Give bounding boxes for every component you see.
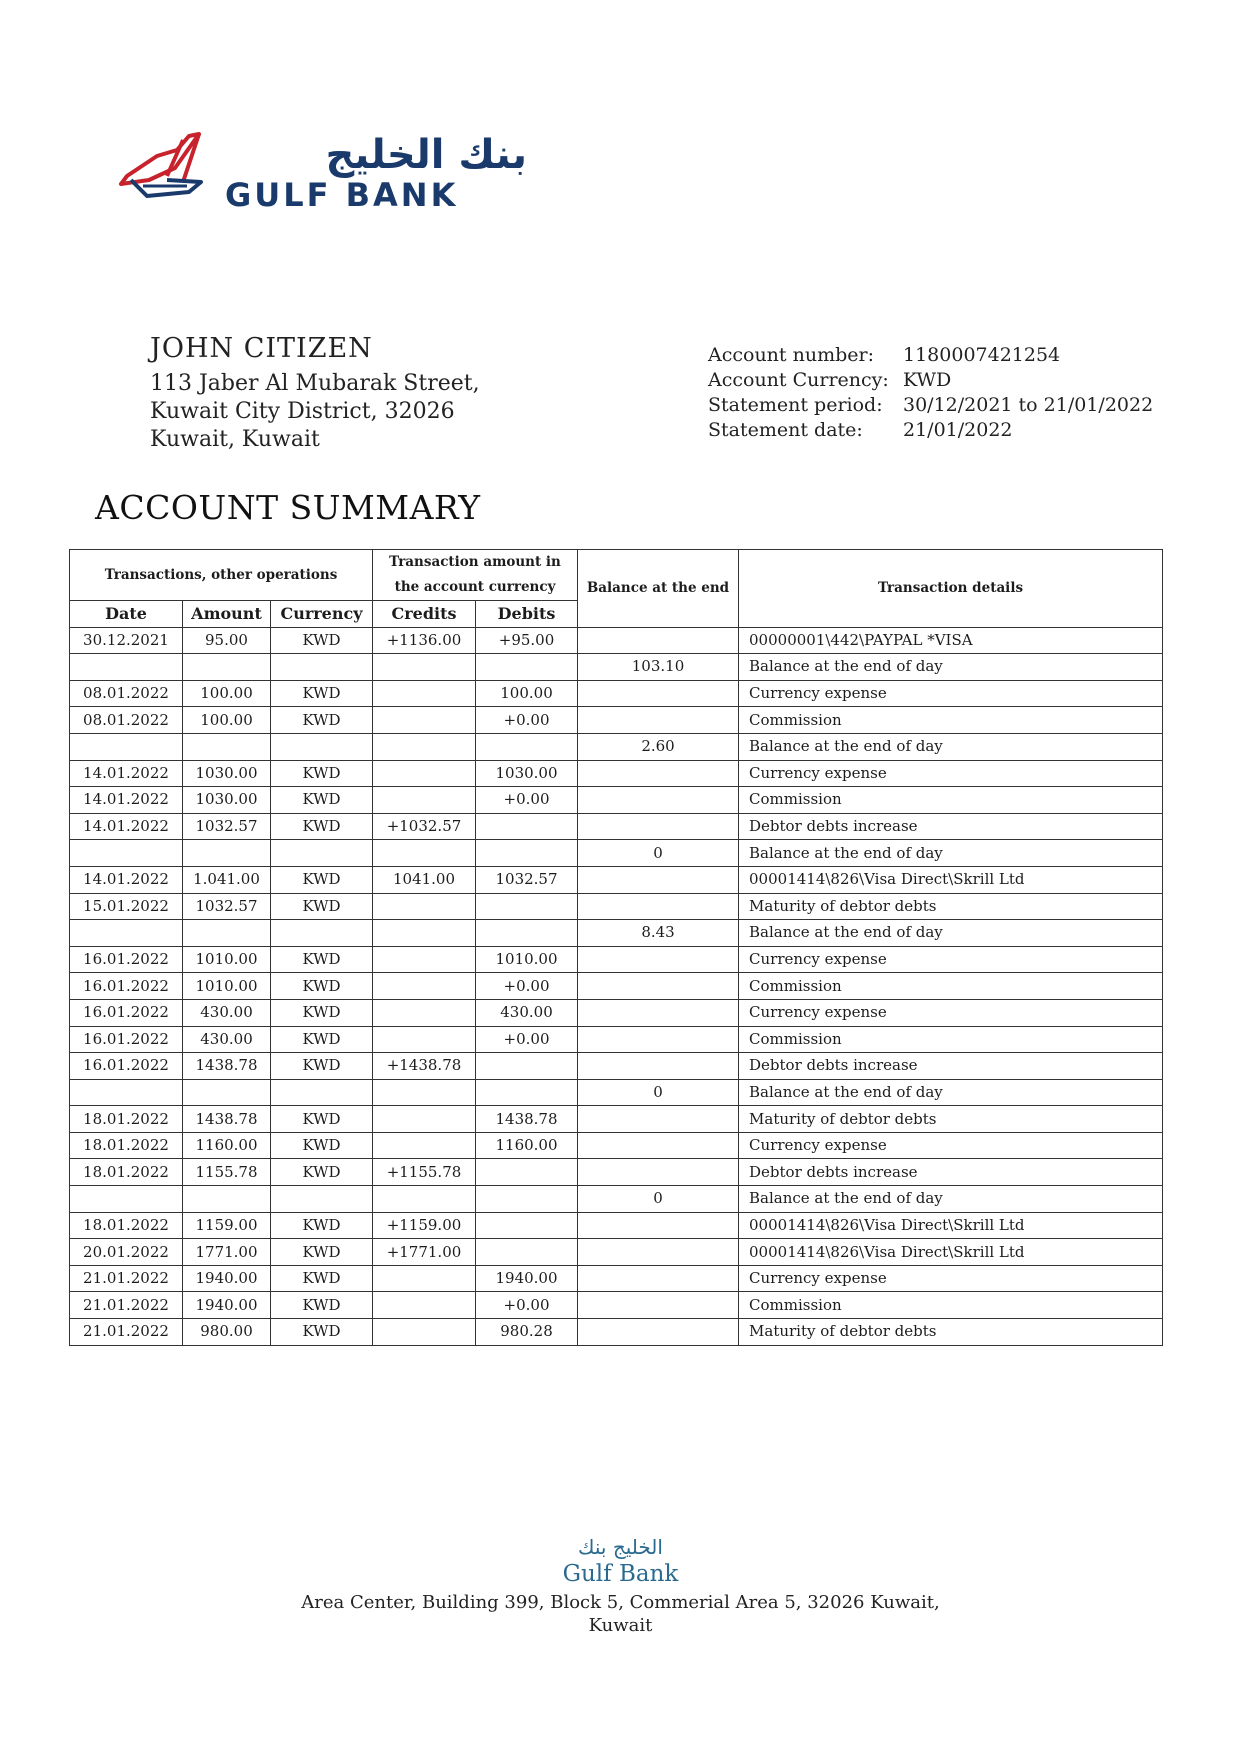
cell-date: 14.01.2022 <box>70 813 183 840</box>
cell-amount: 1030.00 <box>183 760 271 787</box>
cell-date: 16.01.2022 <box>70 1026 183 1053</box>
cell-currency: KWD <box>271 627 373 654</box>
cell-amount <box>183 1079 271 1106</box>
statement-date-label: Statement date: <box>708 419 863 441</box>
cell-credits <box>373 946 476 973</box>
cell-credits <box>373 973 476 1000</box>
cell-date: 14.01.2022 <box>70 760 183 787</box>
cell-amount: 1030.00 <box>183 787 271 814</box>
statement-date-value: 21/01/2022 <box>903 419 1013 441</box>
customer-address-line: Kuwait, Kuwait <box>150 427 320 452</box>
cell-currency: KWD <box>271 787 373 814</box>
table-row <box>70 946 1163 973</box>
table-row <box>70 840 1163 867</box>
table-row <box>70 920 1163 947</box>
table-row <box>70 680 1163 707</box>
cell-details: Currency expense <box>739 946 1163 973</box>
cell-date: 21.01.2022 <box>70 1319 183 1346</box>
cell-amount: 1438.78 <box>183 1053 271 1080</box>
statement-period-label: Statement period: <box>708 394 883 416</box>
cell-amount <box>183 654 271 681</box>
table-row <box>70 654 1163 681</box>
table-row <box>70 1132 1163 1159</box>
table-row <box>70 866 1163 893</box>
table-row <box>70 733 1163 760</box>
cell-balance: 0 <box>578 1079 739 1106</box>
cell-credits <box>373 1292 476 1319</box>
account-number-row <box>708 343 1153 368</box>
cell-debits: +0.00 <box>476 973 578 1000</box>
cell-balance: 0 <box>578 840 739 867</box>
table-row <box>70 1106 1163 1133</box>
cell-debits <box>476 733 578 760</box>
cell-credits <box>373 1319 476 1346</box>
statement-period-value: 30/12/2021 to 21/01/2022 <box>903 394 1154 416</box>
customer-name: JOHN CITIZEN <box>150 333 373 364</box>
cell-date: 21.01.2022 <box>70 1292 183 1319</box>
cell-currency: KWD <box>271 866 373 893</box>
cell-credits <box>373 1026 476 1053</box>
cell-details: 00000001\442\PAYPAL *VISA <box>739 627 1163 654</box>
table-row <box>70 1212 1163 1239</box>
cell-credits: +1136.00 <box>373 627 476 654</box>
cell-credits: +1032.57 <box>373 813 476 840</box>
cell-debits <box>476 1212 578 1239</box>
cell-details: Debtor debts increase <box>739 813 1163 840</box>
footer-bank-name-arabic: الخليج بنك <box>578 1535 663 1559</box>
cell-balance <box>578 999 739 1026</box>
cell-details: 00001414\826\Visa Direct\Skrill Ltd <box>739 866 1163 893</box>
cell-credits: 1041.00 <box>373 866 476 893</box>
cell-date <box>70 1079 183 1106</box>
cell-debits <box>476 1053 578 1080</box>
page-title: ACCOUNT SUMMARY <box>95 488 481 527</box>
cell-debits: 1940.00 <box>476 1265 578 1292</box>
cell-debits <box>476 813 578 840</box>
table-row <box>70 1053 1163 1080</box>
cell-details: Maturity of debtor debts <box>739 893 1163 920</box>
cell-date: 16.01.2022 <box>70 1053 183 1080</box>
cell-amount: 1032.57 <box>183 893 271 920</box>
cell-amount <box>183 920 271 947</box>
cell-balance <box>578 946 739 973</box>
cell-currency: KWD <box>271 1212 373 1239</box>
cell-amount: 95.00 <box>183 627 271 654</box>
cell-balance <box>578 1292 739 1319</box>
header-debits: Debits <box>476 601 578 628</box>
cell-date <box>70 840 183 867</box>
customer-address-line: 113 Jaber Al Mubarak Street, <box>150 371 480 396</box>
cell-details: Currency expense <box>739 760 1163 787</box>
cell-details: Balance at the end of day <box>739 840 1163 867</box>
cell-amount: 1160.00 <box>183 1132 271 1159</box>
cell-details: Commission <box>739 973 1163 1000</box>
header-group-amount: Transaction amount in the account currency <box>373 550 578 601</box>
footer-address-line: Kuwait <box>588 1615 653 1636</box>
transactions-body <box>70 627 1163 1345</box>
cell-date: 16.01.2022 <box>70 973 183 1000</box>
cell-date: 18.01.2022 <box>70 1212 183 1239</box>
cell-amount: 1010.00 <box>183 973 271 1000</box>
bank-logo <box>117 130 537 220</box>
cell-amount: 430.00 <box>183 1026 271 1053</box>
cell-details: Debtor debts increase <box>739 1159 1163 1186</box>
cell-credits: +1771.00 <box>373 1239 476 1266</box>
account-currency-value: KWD <box>903 369 952 391</box>
cell-debits <box>476 1186 578 1213</box>
cell-credits: +1438.78 <box>373 1053 476 1080</box>
header-date: Date <box>70 601 183 628</box>
cell-debits: 1160.00 <box>476 1132 578 1159</box>
cell-details: Maturity of debtor debts <box>739 1106 1163 1133</box>
cell-date <box>70 733 183 760</box>
cell-debits <box>476 893 578 920</box>
account-number-label: Account number: <box>708 344 874 366</box>
cell-balance <box>578 893 739 920</box>
account-currency-label: Account Currency: <box>708 369 889 391</box>
cell-date: 08.01.2022 <box>70 707 183 734</box>
cell-balance <box>578 680 739 707</box>
cell-credits: +1155.78 <box>373 1159 476 1186</box>
cell-debits <box>476 840 578 867</box>
cell-debits: 100.00 <box>476 680 578 707</box>
table-row <box>70 627 1163 654</box>
cell-amount: 1771.00 <box>183 1239 271 1266</box>
table-row <box>70 1186 1163 1213</box>
cell-date: 16.01.2022 <box>70 946 183 973</box>
cell-currency <box>271 1079 373 1106</box>
cell-currency: KWD <box>271 1292 373 1319</box>
cell-balance <box>578 1212 739 1239</box>
cell-debits <box>476 920 578 947</box>
cell-amount: 1438.78 <box>183 1106 271 1133</box>
cell-debits <box>476 1239 578 1266</box>
header-details: Transaction details <box>739 550 1163 628</box>
footer-bank-name: Gulf Bank <box>562 1561 679 1587</box>
cell-details: 00001414\826\Visa Direct\Skrill Ltd <box>739 1212 1163 1239</box>
header-group-operations: Transactions, other operations <box>70 550 373 601</box>
table-row <box>70 1319 1163 1346</box>
cell-currency: KWD <box>271 1159 373 1186</box>
cell-amount <box>183 840 271 867</box>
cell-date <box>70 920 183 947</box>
cell-amount: 430.00 <box>183 999 271 1026</box>
customer-address-line: Kuwait City District, 32026 <box>150 399 455 424</box>
cell-balance <box>578 787 739 814</box>
cell-credits <box>373 760 476 787</box>
cell-date: 15.01.2022 <box>70 893 183 920</box>
cell-currency: KWD <box>271 1319 373 1346</box>
cell-debits <box>476 1079 578 1106</box>
header-credits: Credits <box>373 601 476 628</box>
cell-date: 18.01.2022 <box>70 1106 183 1133</box>
cell-credits <box>373 707 476 734</box>
cell-date: 16.01.2022 <box>70 999 183 1026</box>
cell-debits: 1010.00 <box>476 946 578 973</box>
cell-debits: +0.00 <box>476 707 578 734</box>
cell-currency: KWD <box>271 680 373 707</box>
cell-details: Currency expense <box>739 999 1163 1026</box>
cell-date: 30.12.2021 <box>70 627 183 654</box>
cell-balance: 2.60 <box>578 733 739 760</box>
cell-credits <box>373 1132 476 1159</box>
cell-balance <box>578 1239 739 1266</box>
account-info-block <box>708 343 1153 443</box>
cell-details: Balance at the end of day <box>739 654 1163 681</box>
statement-date-row <box>708 418 1153 443</box>
cell-date: 14.01.2022 <box>70 787 183 814</box>
cell-amount: 1940.00 <box>183 1265 271 1292</box>
cell-debits <box>476 654 578 681</box>
cell-balance <box>578 760 739 787</box>
cell-amount: 980.00 <box>183 1319 271 1346</box>
cell-balance <box>578 813 739 840</box>
cell-details: Currency expense <box>739 1265 1163 1292</box>
cell-currency: KWD <box>271 813 373 840</box>
cell-currency <box>271 920 373 947</box>
cell-date <box>70 1186 183 1213</box>
cell-date: 08.01.2022 <box>70 680 183 707</box>
statement-period-row <box>708 393 1153 418</box>
cell-debits: +0.00 <box>476 1026 578 1053</box>
cell-details: Commission <box>739 707 1163 734</box>
cell-date <box>70 654 183 681</box>
bank-logo-arabic: بنك الخليج <box>325 132 527 178</box>
cell-amount <box>183 733 271 760</box>
cell-currency: KWD <box>271 1026 373 1053</box>
cell-details: Balance at the end of day <box>739 733 1163 760</box>
table-row <box>70 1026 1163 1053</box>
cell-balance <box>578 1106 739 1133</box>
cell-balance <box>578 1053 739 1080</box>
header-currency: Currency <box>271 601 373 628</box>
header-amount: Amount <box>183 601 271 628</box>
cell-amount: 1010.00 <box>183 946 271 973</box>
cell-balance: 0 <box>578 1186 739 1213</box>
cell-balance <box>578 866 739 893</box>
cell-balance <box>578 1265 739 1292</box>
cell-balance <box>578 1159 739 1186</box>
transactions-table <box>69 549 1163 1346</box>
cell-currency: KWD <box>271 893 373 920</box>
cell-currency: KWD <box>271 1053 373 1080</box>
customer-address-block <box>150 333 480 454</box>
table-row <box>70 707 1163 734</box>
cell-date: 20.01.2022 <box>70 1239 183 1266</box>
cell-details: Debtor debts increase <box>739 1053 1163 1080</box>
cell-date: 21.01.2022 <box>70 1265 183 1292</box>
cell-amount: 1159.00 <box>183 1212 271 1239</box>
cell-currency: KWD <box>271 999 373 1026</box>
cell-credits <box>373 1106 476 1133</box>
table-row <box>70 813 1163 840</box>
account-currency-row <box>708 368 1153 393</box>
table-row <box>70 999 1163 1026</box>
ship-logo-icon <box>117 130 217 210</box>
cell-date: 18.01.2022 <box>70 1132 183 1159</box>
cell-credits <box>373 999 476 1026</box>
cell-debits: 980.28 <box>476 1319 578 1346</box>
table-row <box>70 973 1163 1000</box>
cell-debits: +95.00 <box>476 627 578 654</box>
table-row <box>70 1265 1163 1292</box>
cell-details: Balance at the end of day <box>739 1079 1163 1106</box>
cell-details: Currency expense <box>739 1132 1163 1159</box>
cell-currency: KWD <box>271 1265 373 1292</box>
cell-credits <box>373 893 476 920</box>
cell-amount: 1155.78 <box>183 1159 271 1186</box>
table-row <box>70 1292 1163 1319</box>
cell-currency <box>271 654 373 681</box>
footer-address-line: Area Center, Building 399, Block 5, Commerial Area 5, 32026 Kuwait, <box>301 1592 940 1613</box>
cell-amount: 1.041.00 <box>183 866 271 893</box>
cell-currency: KWD <box>271 973 373 1000</box>
cell-credits <box>373 920 476 947</box>
cell-details: Balance at the end of day <box>739 920 1163 947</box>
bank-logo-english: GULF BANK <box>225 176 459 214</box>
cell-details: 00001414\826\Visa Direct\Skrill Ltd <box>739 1239 1163 1266</box>
table-row <box>70 1159 1163 1186</box>
cell-currency <box>271 1186 373 1213</box>
cell-details: Maturity of debtor debts <box>739 1319 1163 1346</box>
cell-details: Currency expense <box>739 680 1163 707</box>
cell-credits <box>373 787 476 814</box>
table-row <box>70 787 1163 814</box>
cell-debits <box>476 1159 578 1186</box>
cell-currency <box>271 733 373 760</box>
footer-address <box>0 1591 1241 1637</box>
cell-credits: +1159.00 <box>373 1212 476 1239</box>
cell-debits: 1032.57 <box>476 866 578 893</box>
footer <box>0 1535 1241 1637</box>
cell-balance <box>578 1132 739 1159</box>
cell-credits <box>373 733 476 760</box>
cell-balance <box>578 707 739 734</box>
cell-credits <box>373 1265 476 1292</box>
cell-credits <box>373 840 476 867</box>
cell-currency: KWD <box>271 760 373 787</box>
cell-currency: KWD <box>271 1106 373 1133</box>
header-balance: Balance at the end <box>578 550 739 628</box>
cell-details: Commission <box>739 1292 1163 1319</box>
cell-currency <box>271 840 373 867</box>
cell-debits: 1438.78 <box>476 1106 578 1133</box>
table-row <box>70 893 1163 920</box>
cell-details: Commission <box>739 1026 1163 1053</box>
cell-amount: 100.00 <box>183 680 271 707</box>
cell-balance <box>578 627 739 654</box>
table-row <box>70 1079 1163 1106</box>
cell-amount <box>183 1186 271 1213</box>
cell-amount: 1940.00 <box>183 1292 271 1319</box>
cell-credits <box>373 1186 476 1213</box>
cell-currency: KWD <box>271 946 373 973</box>
cell-debits: +0.00 <box>476 787 578 814</box>
cell-currency: KWD <box>271 1132 373 1159</box>
cell-balance <box>578 1026 739 1053</box>
table-row <box>70 760 1163 787</box>
cell-credits <box>373 1079 476 1106</box>
account-number-value: 1180007421254 <box>903 344 1061 366</box>
cell-balance: 103.10 <box>578 654 739 681</box>
cell-currency: KWD <box>271 707 373 734</box>
cell-debits: +0.00 <box>476 1292 578 1319</box>
cell-date: 18.01.2022 <box>70 1159 183 1186</box>
cell-details: Commission <box>739 787 1163 814</box>
cell-amount: 1032.57 <box>183 813 271 840</box>
cell-balance <box>578 1319 739 1346</box>
table-row <box>70 1239 1163 1266</box>
cell-balance: 8.43 <box>578 920 739 947</box>
cell-amount: 100.00 <box>183 707 271 734</box>
cell-balance <box>578 973 739 1000</box>
cell-debits: 1030.00 <box>476 760 578 787</box>
cell-currency: KWD <box>271 1239 373 1266</box>
cell-details: Balance at the end of day <box>739 1186 1163 1213</box>
cell-date: 14.01.2022 <box>70 866 183 893</box>
cell-debits: 430.00 <box>476 999 578 1026</box>
cell-credits <box>373 680 476 707</box>
cell-credits <box>373 654 476 681</box>
